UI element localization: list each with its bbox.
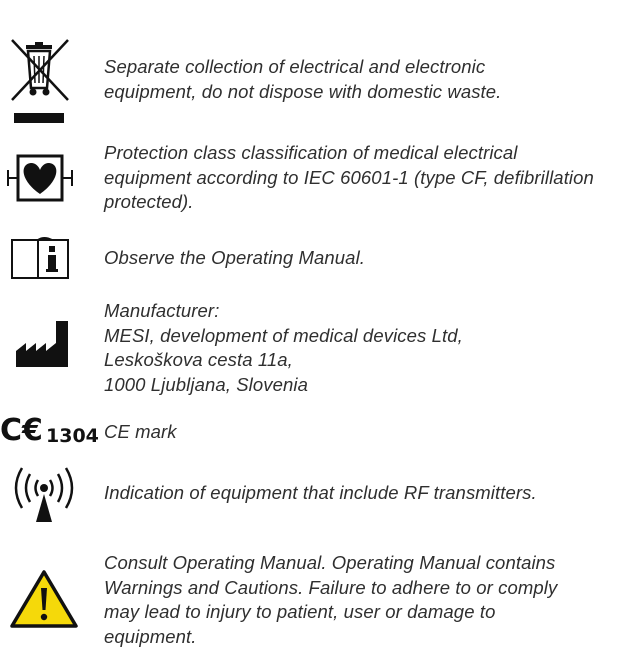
text-line: Consult Operating Manual. Operating Manual contains [104, 552, 556, 573]
defibrillation-proof-type-cf-icon [0, 146, 92, 216]
symbol-row-rf [0, 462, 619, 528]
text-line: Indication of equipment that include RF transmitters. [104, 482, 537, 503]
symbol-row-weee [0, 38, 619, 128]
text-line: Separate collection of electrical and electronic [104, 56, 486, 77]
symbol-description [104, 299, 616, 397]
text-line: Manufacturer: [104, 300, 220, 321]
text-line: equipment. [104, 625, 197, 647]
symbol-row-type-cf [0, 140, 619, 220]
text-line: MESI, development of medical devices Ltd, [104, 324, 463, 346]
text-line: equipment according to IEC 60601-1 (type CF, defibrillation [104, 166, 594, 188]
symbol-row-manufacturer [0, 299, 619, 399]
operating-manual-info-icon [0, 236, 92, 282]
ce-mark-icon [0, 413, 99, 450]
symbol-description [104, 55, 616, 104]
symbol-description [104, 246, 616, 271]
text-line: may lead to injury to patient, user or damage to [104, 601, 496, 622]
text-line: Observe the Operating Manual. [104, 247, 366, 268]
symbol-description [104, 141, 616, 215]
text-line: equipment, do not dispose with domestic waste. [104, 80, 502, 102]
symbol-row-manual [0, 232, 619, 282]
warning-triangle-icon [0, 568, 92, 630]
manufacturer-factory-icon [0, 317, 92, 371]
non-ionizing-radiation-icon [0, 464, 92, 526]
symbol-description [104, 551, 616, 649]
text-line: Leskoškova cesta 11a, [104, 349, 293, 370]
symbol-row-ce [0, 410, 619, 454]
text-line: protected). [104, 191, 194, 212]
symbol-description [104, 420, 616, 445]
text-line: 1000 Ljubljana, Slovenia [104, 373, 309, 395]
symbol-description [104, 481, 616, 506]
symbol-row-warning [0, 550, 619, 650]
notified-body-number: 1304 [46, 425, 99, 447]
text-line: Warnings and Cautions. Failure to adhere to or comply [104, 576, 558, 598]
text-line: Protection class classification of medical electrical [104, 142, 518, 163]
text-line: CE mark [104, 421, 177, 442]
crossed-out-wheelie-bin-icon [0, 38, 92, 128]
ce-mark-letters: C€ [0, 413, 43, 448]
